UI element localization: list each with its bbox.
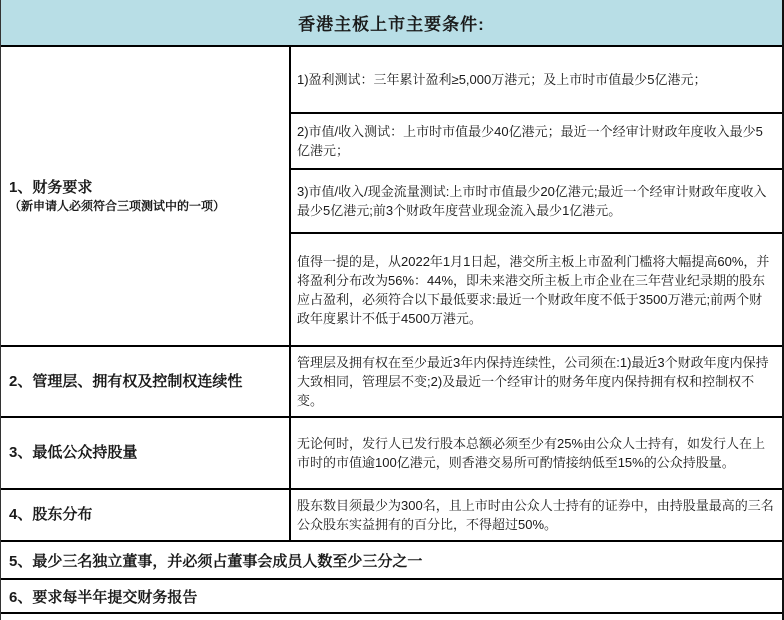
row-label-public-float: 3、最低公众持股量 (9, 444, 138, 461)
detail-marketcap-revenue-test: 2)市值/收入测试：上市时市值最少40亿港元；最近一个经审计财政年度收入最少5亿港元； (291, 114, 782, 170)
detail-public-float: 无论何时，发行人已发行股本总额必须至少有25%由公众人士持有，如发行人在上市时的市值逾100亿港元，则香港交易所可酌情接纳低至15%的公众持股量。 (297, 436, 766, 470)
table-title: 香港主板上市主要条件: (1, 0, 782, 47)
detail-profit-test: 1)盈利测试：三年累计盈利≥5,000万港元；及上市时市值最少5亿港元； (291, 47, 782, 114)
detail-2022-profit-threshold-note: 值得一提的是，从2022年1月1日起，港交所主板上市盈利门槛将大幅提高60%，并将盈利分布改为56%：44%，即未来港交所主板上市企业在三年营业纪录期的股东应占盈利，必须符合以下最低要求:最近一个财政年度不低于3500万港元;前两个财政年度累计不低于4500万港元。 (297, 253, 770, 326)
table-row-independent-directors: 5、最少三名独立董事，并必须占董事会成员人数至少三分之一 (1, 542, 782, 580)
detail-shareholder-distribution: 股东数目须最少为300名，且上市时由公众人士持有的证券中，由持股量最高的三名公众股东实益拥有的百分比，不得超过50%。 (297, 498, 774, 532)
table-row-semiannual-reports: 6、要求每半年提交财务报告 (1, 580, 782, 614)
table-row-financial-requirements (1, 47, 782, 347)
row-label-cell-shareholder (1, 490, 291, 540)
table-row-management-continuity (1, 347, 782, 418)
table-row-public-float (1, 418, 782, 490)
row-label-management: 2、管理层、拥有权及控制权连续性 (9, 372, 243, 390)
row-label-financial: 1、财务要求 (9, 178, 93, 196)
table-row-shareholder-distribution (1, 490, 782, 542)
row-label-cell-management (1, 347, 291, 416)
bottom-spacer (1, 614, 782, 620)
row-label-shareholder: 4、股东分布 (9, 506, 93, 523)
row-label-cell-financial (1, 47, 291, 345)
row-sublabel-financial: （新申请人必须符合三项测试中的一项） (9, 198, 226, 213)
financial-detail-column (291, 47, 782, 345)
row-label-cell-public-float (1, 418, 291, 488)
detail-management-continuity: 管理层及拥有权在至少最近3年内保持连续性，公司须在:1)最近3个财政年度内保持大致相同，管理层不变;2)及最近一个经审计的财务年度内保持拥有权和控制权不变。 (297, 355, 769, 408)
detail-marketcap-revenue-cashflow-test: 3)市值/收入/现金流量测试:上市时市值最少20亿港元;最近一个经审计财政年度收入最少5亿港元;前3个财政年度营业现金流入最少1亿港元。 (291, 170, 782, 234)
